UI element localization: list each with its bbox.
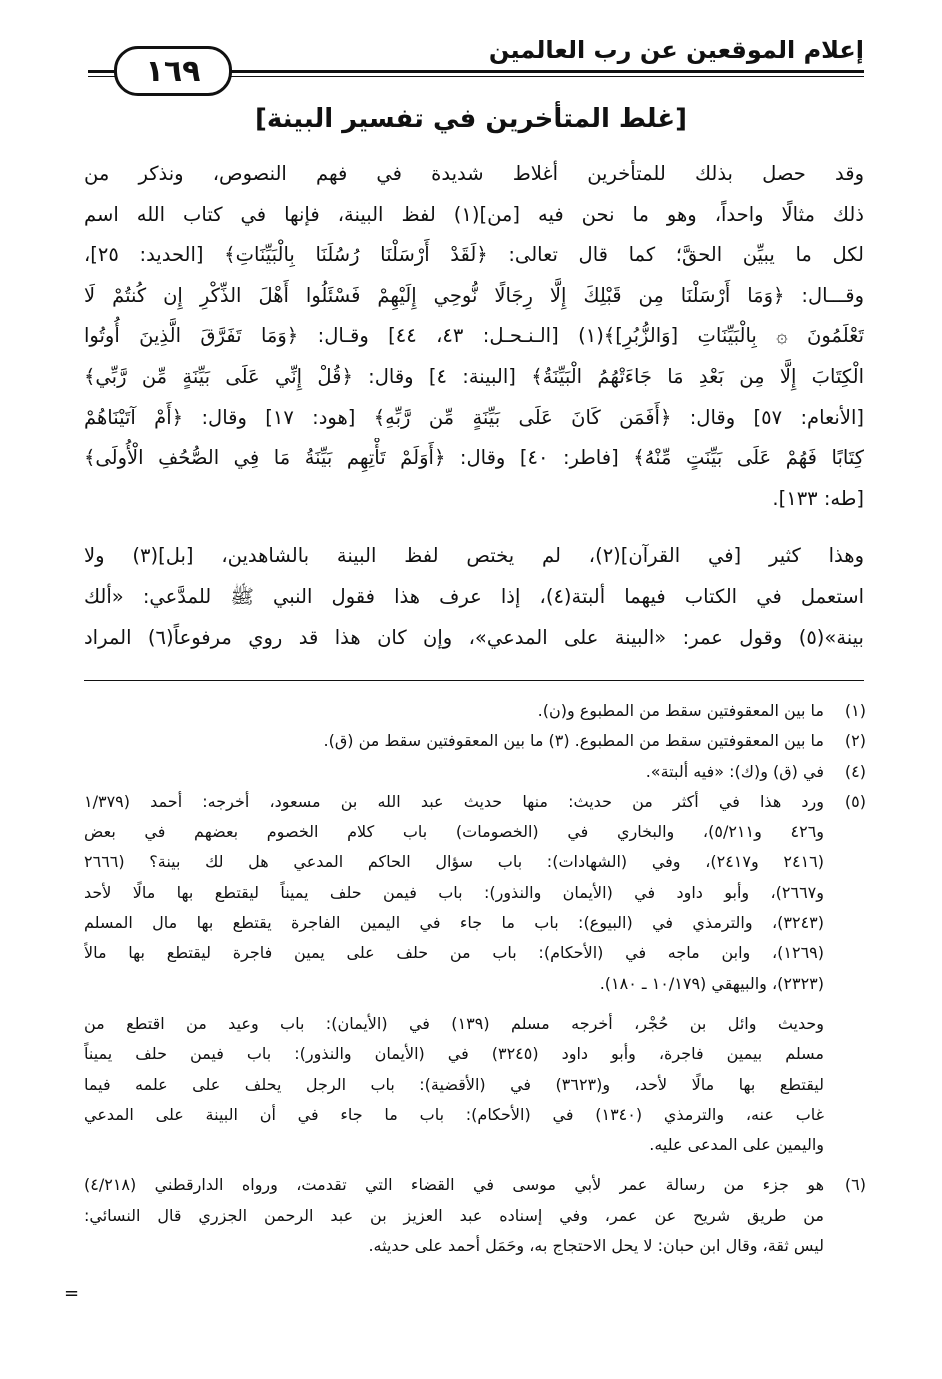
footnote-text: و٢٦٦٧)، وأبو داود في (الأيمان والنذور): باب فيمن حلف يميناً ليقتطع بها مالًا لأحد [84, 882, 824, 902]
footnote-text: في (ق) و(ك): «فيه ألبتة». [645, 761, 824, 781]
footnote-line [84, 1130, 866, 1160]
footnote-number: (١) [844, 701, 866, 720]
running-title: إعلام الموقعين عن رب العالمين [488, 36, 864, 64]
footnote-number: (٢) [844, 731, 866, 751]
footnote [84, 757, 866, 787]
body-line: وقـــال: ﴿وَمَا أَرْسَلْنَا مِن قَبْلِكَ إِلَّا رِجَالًا نُّوحِي إِلَيْهِمْ فَسْئَلُوا أَهْلَ الذِّكْرِ إِن كُنتُمْ لَا [84, 283, 864, 307]
body-line: [طه: ١٣٣]. [772, 486, 864, 510]
footnote-number: (٤) [844, 761, 866, 781]
footnote-text: ليقتطع بها مالًا لأحد، و(٣٦٢٣) في (الأقضية): باب الرجل يحلف على علمه فيما [84, 1074, 824, 1094]
footnote-text: (١٢٦٩)، وابن ماجه في (الأحكام): باب من حلف على يمين فاجرة ليقتطع بها مالاً [84, 943, 824, 963]
footnote-line [84, 1100, 866, 1130]
footnote-text: (٣٢٤٣)، والترمذي في (البيوع): باب ما جاء في اليمين الفاجرة يقتطع بها مال المسلم [84, 913, 824, 933]
body-line: ذلك مثالًا واحداً، وهو ما نحن فيه [من](١) لفظ البينة، فإنها في كتاب الله اسم [84, 202, 864, 226]
footnote [84, 726, 866, 756]
footnote-text: (٢٣٢٣)، والبيهقي (١٠/١٧٩ ـ ١٨٠). [599, 973, 824, 993]
body-line: وقد حصل بذلك للمتأخرين أغلاط شديدة في فهم النصوص، ونذكر من [84, 162, 864, 185]
footnote-text: هو جزء من رسالة عمر لأبي موسى في القضاء التي تقدمت، ورواه الدارقطني (٤/٢١٨) [84, 1175, 824, 1195]
footnote-line [84, 1070, 866, 1100]
footnote-text: ليس ثقة، وقال ابن حبان: لا يحل الاحتجاج به، وحَمَل أحمد على حديثه. [368, 1236, 824, 1256]
footnote-text: و٤٢٦ و٥/٢١١)، والبخاري في (الخصومات) باب كلام الخصوم بعضهم في بعض [84, 822, 825, 842]
footnote-line [84, 908, 866, 938]
footnote-text: (٢٤١٦ و٢٤١٧)، وفي (الشهادات): باب سؤال الحاكم المدعي هل لك بينة؟ (٢٦٦٦ [84, 852, 825, 872]
page-number: ١٦٩ [114, 46, 232, 96]
footnote-line [84, 817, 866, 847]
footnote-line [84, 1201, 866, 1231]
footnote-text: من طريق شريح عن عمر، وفي إسناده عبد العزيز بن عبد الرحمن الجزري قال النسائي: [84, 1205, 824, 1225]
body-line: كِتَابًا فَهُمْ عَلَى بَيِّنَتٍ مِّنْهُ﴾ [فاطر: ٤٠] وقال: ﴿أَوَلَمْ تَأْتِهِم بَيِّنَةُ مَا فِي الصُّحُفِ الْأُولَى﴾ [84, 446, 864, 470]
main-text [84, 154, 864, 658]
body-line: تَعْلَمُونَ ۞ بِالْبَيِّنَاتِ [وَالزُّبُرِ]﴾(١) [الـنـحـل: ٤٣، ٤٤] وقـال: ﴿وَمَا تَفَرَّقَ الَّذِينَ أُوتُوا [84, 324, 864, 348]
footnote-line [84, 969, 866, 999]
footnote-line [84, 1231, 866, 1261]
section-title: [غلط المتأخرين في تفسير البينة] [254, 104, 688, 134]
footnote-text: ورد هذا في أكثر من حديث: منها حديث عبد الله بن مسعود، أخرجه: أحمد (١/٣٧٩ [84, 791, 824, 811]
footnote-line [84, 847, 866, 877]
footnote-text: واليمين على المدعى عليه. [649, 1135, 824, 1155]
footnote-text: غاب عنه، والترمذي (١٣٤٠) في (الأحكام): باب ما جاء في أن البينة على المدعي [84, 1104, 824, 1124]
page-header [88, 28, 864, 88]
footnote [84, 696, 866, 726]
continuation-mark: = [64, 1283, 80, 1304]
body-line: بينة»(٥) وقول عمر: «البينة على المدعي»، وإن كان هذا قد روي مرفوعاً(٦) المراد [84, 625, 864, 649]
body-line: لكل ما يبيِّن الحقَّ؛ كما قال تعالى: ﴿لَقَدْ أَرْسَلْنَا رُسُلَنَا بِالْبَيِّنَاتِ﴾ [الحديد: ٢٥]، [84, 243, 864, 267]
body-line: الْكِتَابَ إِلَّا مِن بَعْدِ مَا جَاءَتْهُمُ الْبَيِّنَةُ﴾ [البينة: ٤] وقال: ﴿قُلْ إِنِّي عَلَى بَيِّنَةٍ مِّن رَّبِّي﴾ [84, 364, 864, 388]
footnote-line [84, 878, 866, 908]
footnote [84, 1170, 866, 1200]
footnote [84, 787, 866, 817]
footnote-text: وحديث وائل بن حُجْر، أخرجه مسلم (١٣٩) في (الأيمان): باب وعيد من اقتطع من [84, 1013, 824, 1033]
footnote-text: مسلم بيمين فاجرة، وأبو داود (٣٢٤٥) في (الأيمان والنذور): باب فيمن حلف يميناً [84, 1044, 825, 1064]
footnote-text: ما بين المعقوفتين سقط من المطبوع و(ن). [537, 701, 824, 720]
footnote-line [84, 1039, 866, 1069]
footnote-number: (٦) [844, 1175, 866, 1195]
footnote-line [84, 1009, 866, 1039]
body-line: [الأنعام: ٥٧] وقال: ﴿أَفَمَن كَانَ عَلَى بَيِّنَةٍ مِّن رَّبِّهِ﴾ [هود: ١٧] وقال: ﴿أَمْ آتَيْنَاهُمْ [84, 405, 864, 429]
body-line: استعمل في الكتاب فيهما ألبتة(٤)، إذا عرف هذا فقول النبي ﷺ للمدَّعي: «ألك [84, 584, 864, 608]
body-line: وهذا كثير [في القرآن](٢)، لم يختص لفظ البينة بالشاهدين، [بل](٣) ولا [84, 544, 864, 568]
footnote-line [84, 938, 866, 968]
footnote-text: ما بين المعقوفتين سقط من المطبوع. (٣) ما بين المعقوفتين سقط من (ق). [323, 731, 824, 751]
footnotes [84, 696, 866, 1261]
footnote-number: (٥) [844, 791, 866, 811]
footnote-divider [84, 680, 864, 681]
